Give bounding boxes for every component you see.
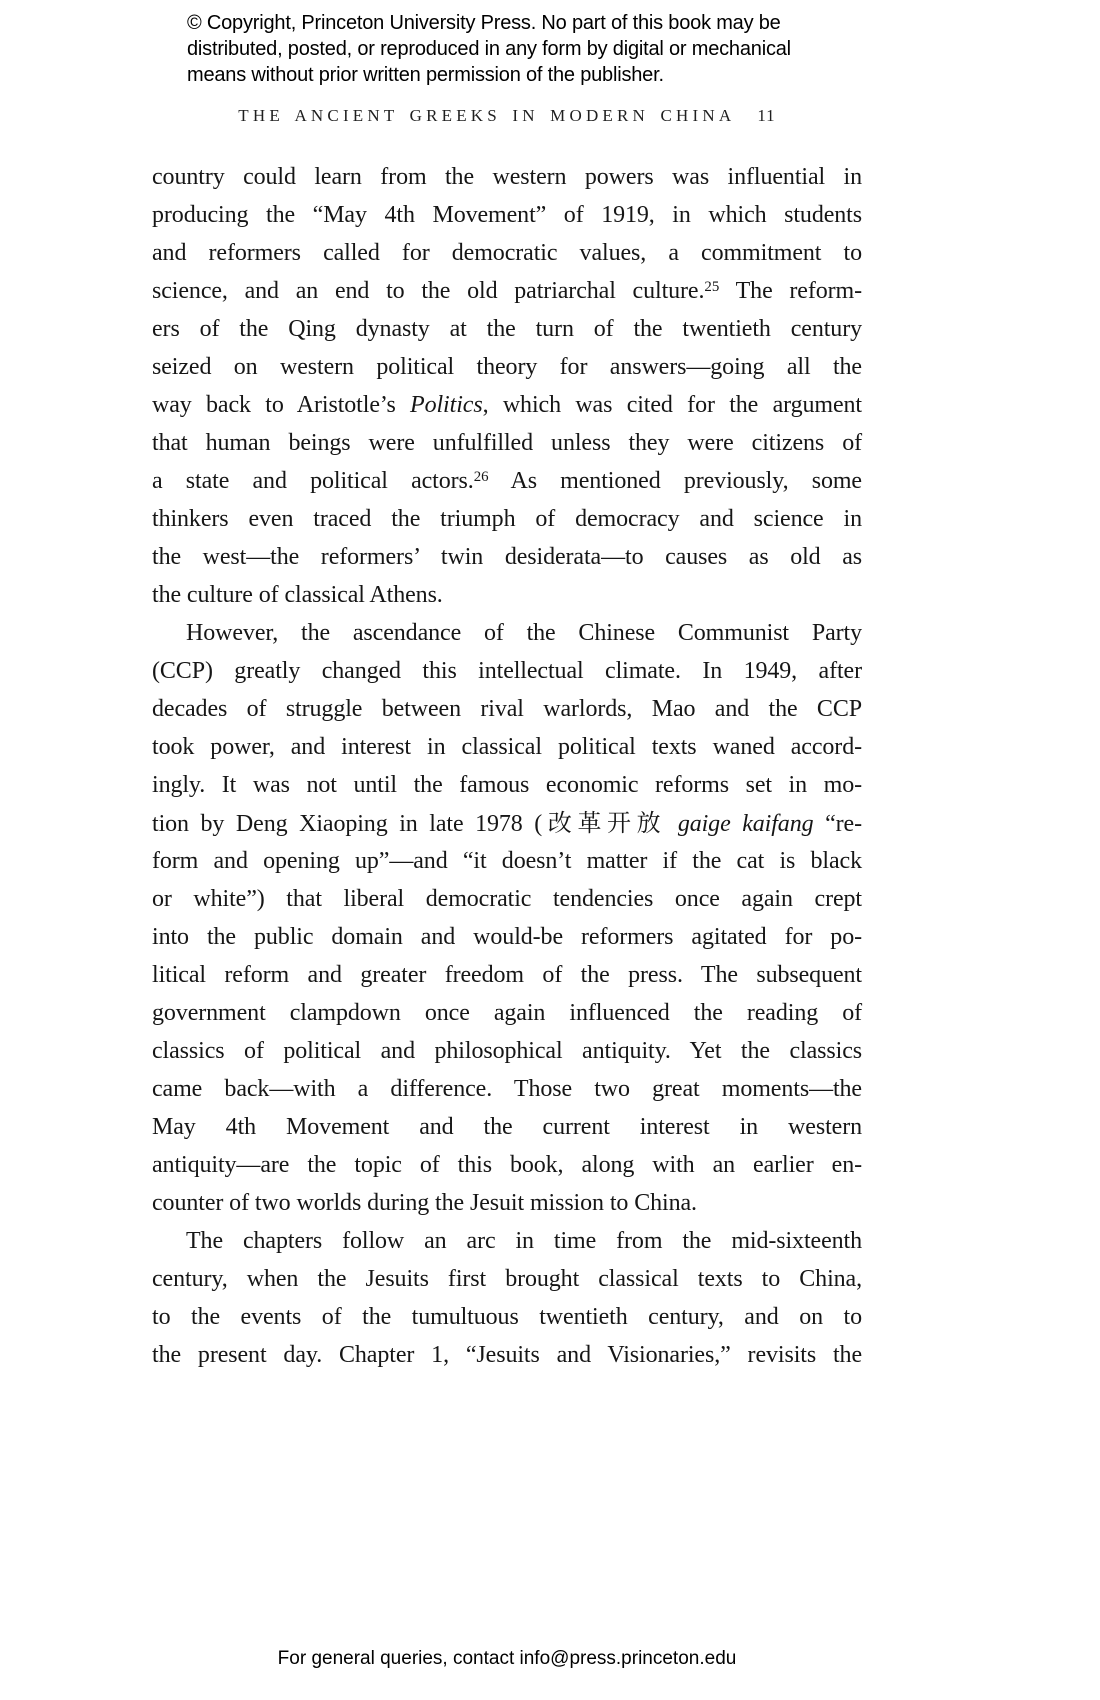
copyright-notice xyxy=(187,10,847,88)
text-line: However, the ascendance of the Chinese Communist Party xyxy=(186,620,862,646)
text-line: tion by Deng Xiaoping in late 1978 (改革开放 gaige kaifang “re- xyxy=(152,809,862,837)
text-line: antiquity—are the topic of this book, along with an earlier en- xyxy=(152,1152,862,1178)
text-line: took power, and interest in classical political texts waned accord- xyxy=(152,734,862,760)
text-line: into the public domain and would-be reformers agitated for po- xyxy=(152,924,862,950)
copyright-line: means without prior written permission of the publisher. xyxy=(187,64,664,86)
text-line: or white”) that liberal democratic tendencies once again crept xyxy=(152,886,862,912)
text-line: thinkers even traced the triumph of democracy and science in xyxy=(152,506,862,532)
text-line: counter of two worlds during the Jesuit mission to China. xyxy=(152,1190,697,1216)
text-line: country could learn from the western powers was influential in xyxy=(152,164,862,190)
text-line: a state and political actors.$^{26}$ As mentioned previously, some xyxy=(152,468,862,494)
text-line: and reformers called for democratic values, a commitment to xyxy=(152,240,862,266)
text-line: way back to Aristotle’s Politics, which was cited for the argument xyxy=(152,392,862,418)
text-line: seized on western political theory for answers—going all the xyxy=(152,354,862,380)
text-line: century, when the Jesuits first brought classical texts to China, xyxy=(152,1266,862,1292)
text-line: that human beings were unfulfilled unless they were citizens of xyxy=(152,430,862,456)
text-line: classics of political and philosophical antiquity. Yet the classics xyxy=(152,1038,862,1064)
text-line: producing the “May 4th Movement” of 1919, in which students xyxy=(152,202,862,228)
text-line: litical reform and greater freedom of the press. The subsequent xyxy=(152,962,862,988)
paragraph xyxy=(152,1222,862,1374)
page-footer xyxy=(0,1648,1014,1670)
text-line: the west—the reformers’ twin desiderata—to causes as old as xyxy=(152,544,862,570)
text-line: came back—with a difference. Those two great moments—the xyxy=(152,1076,862,1102)
text-line: ingly. It was not until the famous economic reforms set in mo- xyxy=(152,772,862,798)
text-line: form and opening up”—and “it doesn’t matter if the cat is black xyxy=(152,848,862,874)
text-line: the culture of classical Athens. xyxy=(152,582,443,608)
text-line: government clampdown once again influenced the reading of xyxy=(152,1000,862,1026)
running-head xyxy=(0,106,1014,126)
running-head-title: THE ANCIENT GREEKS IN MODERN CHINA xyxy=(238,106,736,125)
text-line: May 4th Movement and the current interest in western xyxy=(152,1114,862,1140)
paragraph xyxy=(152,614,862,1222)
text-line: decades of struggle between rival warlords, Mao and the CCP xyxy=(152,696,862,722)
footnote-reference: 26 xyxy=(473,468,489,485)
footnote-reference: 25 xyxy=(704,278,720,295)
text-line: science, and an end to the old patriarchal culture.$^{25}$ The reform- xyxy=(152,278,862,304)
text-line: the present day. Chapter 1, “Jesuits and Visionaries,” revisits the xyxy=(152,1342,862,1368)
text-line: to the events of the tumultuous twentieth century, and on to xyxy=(152,1304,862,1330)
copyright-line: distributed, posted, or reproduced in any form by digital or mechanical xyxy=(187,38,791,60)
body-text xyxy=(152,158,862,1374)
paragraph xyxy=(152,158,862,614)
text-line: The chapters follow an arc in time from the mid-sixteenth xyxy=(186,1228,862,1254)
text-line: ers of the Qing dynasty at the turn of the twentieth century xyxy=(152,316,862,342)
copyright-line: © Copyright, Princeton University Press. No part of this book may be xyxy=(187,12,781,34)
footer-contact-text: For general queries, contact info@press.princeton.edu xyxy=(277,1648,737,1669)
page-number: 11 xyxy=(757,106,776,125)
text-line: (CCP) greatly changed this intellectual climate. In 1949, after xyxy=(152,658,862,684)
